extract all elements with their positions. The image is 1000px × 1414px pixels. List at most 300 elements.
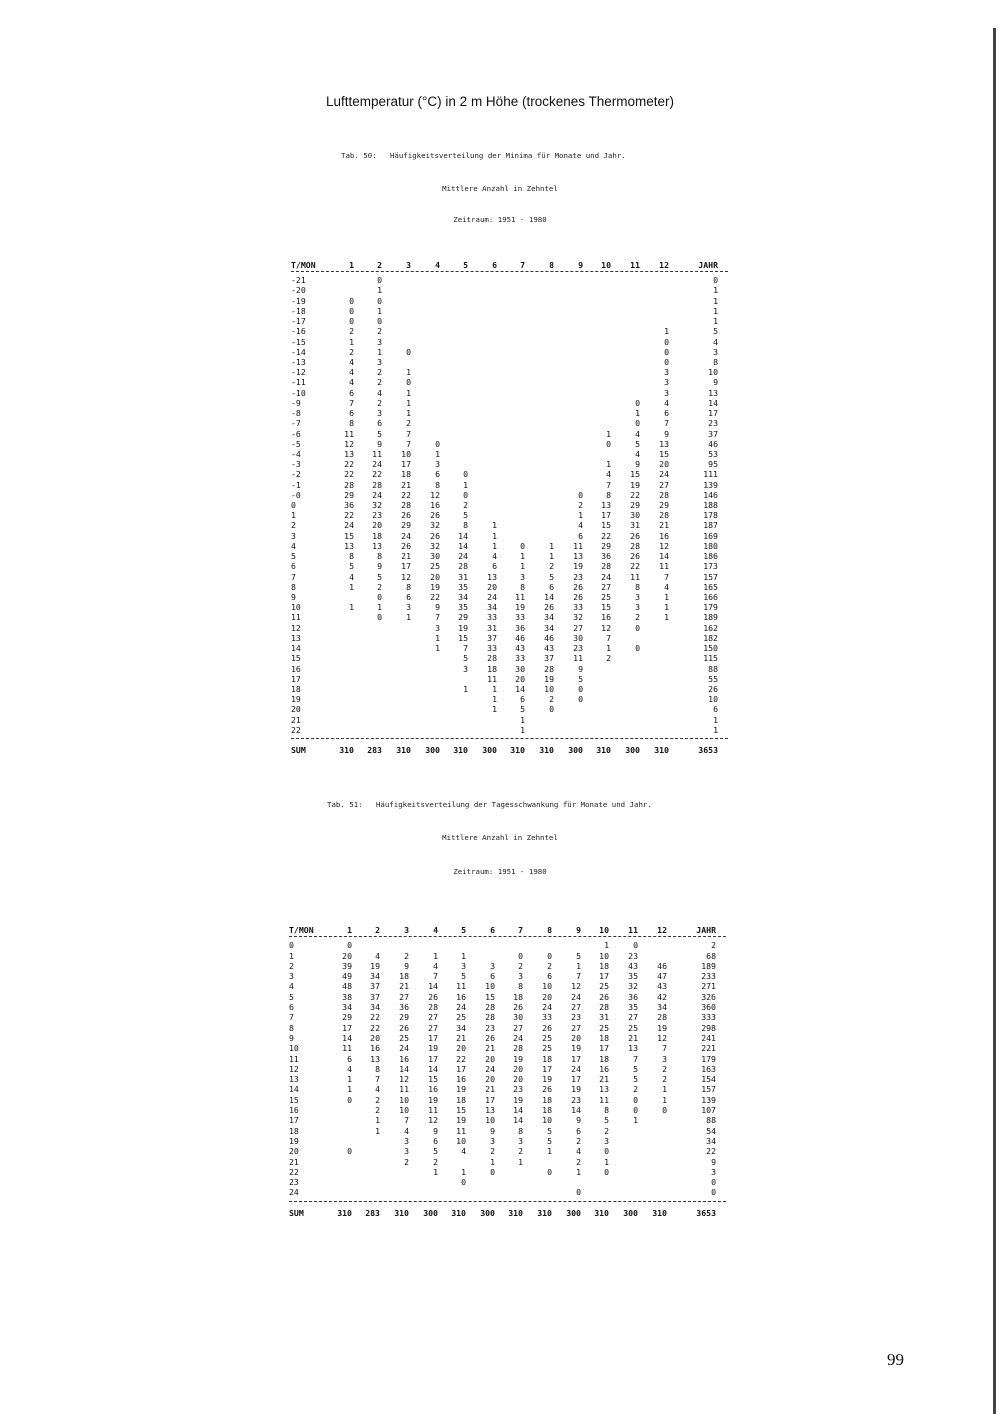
table-51-caption: Tab. 51: Häufigkeitsverteilung der Tagesschwankung für Monate und Jahr. [327,800,652,809]
table-cell: 3 [490,1135,495,1146]
table-cell: 189 [701,960,716,971]
table-row [291,275,728,285]
table-cell: 30 [430,551,440,562]
table-cell: 0 [435,438,440,449]
table-cell: 0 [347,940,352,951]
table-cell: 12 [571,981,581,992]
table-row [289,992,726,1002]
table-cell: 25 [599,981,609,992]
row-label: -11 [291,377,306,388]
table-cell: 146 [703,489,718,500]
table-cell: 2 [490,1146,495,1157]
table-cell: 16 [370,1043,380,1054]
table-cell: 37 [370,981,380,992]
table-cell: 1 [377,305,382,316]
table-cell: 1 [604,1156,609,1167]
table-cell: 0 [377,316,382,327]
table-cell: 8 [377,551,382,562]
table-row [291,541,728,551]
table-cell: 6 [349,387,354,398]
table-cell: 3 [635,592,640,602]
table-cell: 6 [347,1053,352,1064]
table-row [291,500,728,510]
table-50-subtitle: Mittlere Anzahl in Zehntel [442,184,558,193]
table-cell: 9 [433,1125,438,1136]
table-cell: 24 [372,489,382,500]
table-cell: 15 [485,991,495,1002]
table-cell: 6 [713,704,718,715]
table-cell: 33 [515,653,525,664]
table-cell: 115 [703,653,718,664]
table-row [291,429,728,439]
table-cell: 0 [664,346,669,357]
table-cell: 0 [635,397,640,408]
table-row [289,1084,726,1094]
table-cell: 24 [458,551,468,562]
table-cell: 3653 [696,1207,716,1218]
row-label: 20 [291,704,301,715]
table-cell: 1 [492,683,497,694]
table-cell: 12 [399,1074,409,1085]
table-cell: 1 [662,1084,667,1095]
table-cell: 18 [542,1105,552,1116]
table-cell: 27 [428,1022,438,1033]
table-cell: 5 [604,1115,609,1126]
table-cell: 310 [508,1207,523,1218]
table-cell: 2 [406,418,411,429]
table-cell: 36 [515,622,525,633]
table-cell: 1 [662,1094,667,1105]
table-cell: 0 [713,275,718,286]
table-cell: 8 [606,489,611,500]
table-cell: 3 [406,602,411,613]
table-cell: 13 [485,1105,495,1116]
table-cell: 43 [628,960,638,971]
row-label: -3 [291,459,301,470]
table-cell: 19 [428,1094,438,1105]
table-cell: 27 [601,581,611,592]
table-cell: 3 [377,356,382,367]
table-cell: 22 [401,489,411,500]
table-cell: 2 [606,653,611,664]
table-cell: 39 [342,960,352,971]
row-label: 4 [291,540,296,551]
table-cell: 18 [599,1032,609,1043]
table-cell: 3 [406,260,411,270]
table-row [291,418,728,428]
row-label: -0 [291,489,301,500]
table-cell: 162 [703,622,718,633]
table-cell: 23 [485,1022,495,1033]
table-cell: 3653 [698,745,718,756]
table-cell: 1 [492,694,497,705]
table-cell: 22 [344,469,354,480]
table-row [291,531,728,541]
table-cell: 26 [401,510,411,521]
table-cell: 4 [492,551,497,562]
table-cell: 28 [599,1002,609,1013]
table-cell: 1 [576,1166,581,1177]
table-cell: 26 [428,991,438,1002]
table-cell: 2 [375,925,380,935]
table-cell: 7 [606,632,611,643]
table-row [291,357,728,367]
table-cell: 0 [664,336,669,347]
table-cell: 26 [542,1022,552,1033]
table-cell: 18 [599,1053,609,1064]
table-cell: 35 [458,602,468,613]
table-cell: 25 [542,1043,552,1054]
table-cell: 24 [487,592,497,602]
table-cell: 28 [544,663,554,674]
table-cell: 11 [659,561,669,572]
table-cell: 16 [659,530,669,541]
row-label: 16 [289,1105,299,1116]
table-cell: 166 [703,592,718,602]
table-cell: 19 [542,1074,552,1085]
table-cell: 157 [703,571,718,582]
table-cell: 154 [701,1074,716,1085]
table-cell: 139 [703,479,718,490]
table-cell: 13 [628,1043,638,1054]
row-label: 7 [291,571,296,582]
table-51-period: Zeitraum: 1951 - 1980 [453,867,547,876]
table-cell: 27 [659,479,669,490]
table-cell: 111 [703,469,718,480]
table-cell: 1 [347,1084,352,1095]
table-cell: 233 [701,971,716,982]
table-cell: 1 [520,561,525,572]
row-label: 9 [291,592,296,602]
table-cell: 157 [701,1084,716,1095]
table-cell: 10 [456,1135,466,1146]
table-row [289,1146,726,1156]
table-cell: 26 [630,551,640,562]
table-cell: 0 [549,704,554,715]
table-cell: 300 [566,1207,581,1218]
table-cell: 10 [599,950,609,961]
table-cell: 34 [370,1002,380,1013]
table-cell: 20 [430,571,440,582]
table-cell: 1 [606,643,611,654]
row-label: -1 [291,479,301,490]
table-cell: 1 [547,1146,552,1157]
table-cell: 26 [399,1022,409,1033]
table-cell: 5 [633,1063,638,1074]
table-cell: 4 [347,1063,352,1074]
table-row [289,1115,726,1125]
table-cell: 3 [518,971,523,982]
table-cell: 5 [349,561,354,572]
table-cell: 37 [544,653,554,664]
table-cell: 300 [568,745,583,756]
table-cell: 3 [404,925,409,935]
table-cell: 8 [518,1125,523,1136]
table-cell: 300 [625,745,640,756]
table-cell: 18 [399,971,409,982]
table-cell: 18 [487,663,497,674]
table-cell: 23 [573,643,583,654]
table-cell: 28 [485,1012,495,1023]
table-cell: 9 [377,561,382,572]
table-cell: 35 [628,971,638,982]
table-cell: 13 [659,438,669,449]
table-cell: 12 [659,540,669,551]
table-cell: 95 [708,459,718,470]
table-cell: 23 [571,1094,581,1105]
table-cell: 10 [599,925,609,935]
table-cell: 1 [520,724,525,735]
table-cell: 31 [458,571,468,582]
table-row [291,551,728,561]
table-cell: 17 [456,1063,466,1074]
table-cell: 1 [713,316,718,327]
table-cell: 0 [578,694,583,705]
table-cell: 2 [377,367,382,378]
table-cell: 310 [537,1207,552,1218]
table-cell: 14 [515,683,525,694]
table-cell: 271 [701,981,716,992]
table-cell: 27 [628,1012,638,1023]
table-cell: 4 [578,520,583,531]
table-cell: 28 [601,561,611,572]
table-cell: 17 [599,971,609,982]
table-cell: 24 [456,1002,466,1013]
table-cell: 1 [492,704,497,715]
table-row [291,561,728,571]
table-50-period: Zeitraum: 1951 - 1980 [453,215,547,224]
row-label: -16 [291,326,306,337]
table-cell: 4 [404,1125,409,1136]
table-row [289,940,726,950]
table-row [291,480,728,490]
table-cell: 310 [394,1207,409,1218]
table-cell: 43 [515,643,525,654]
row-label: 21 [291,714,301,725]
table-cell: 5 [578,673,583,684]
table-cell: 3 [404,1146,409,1157]
table-cell: 9 [635,459,640,470]
table-cell: 12 [430,489,440,500]
row-label: T/MON [291,260,316,270]
table-cell: 10 [401,448,411,459]
row-label: 6 [291,561,296,572]
table-cell: 25 [599,1022,609,1033]
row-label: -9 [291,397,301,408]
table-cell: 34 [544,622,554,633]
table-cell: 34 [706,1135,716,1146]
table-cell: 9 [713,377,718,388]
header-divider [289,936,726,937]
table-cell: 10 [708,367,718,378]
table-cell: 8 [549,260,554,270]
table-cell: 13 [372,540,382,551]
table-cell: 18 [599,960,609,971]
table-cell: 3 [461,960,466,971]
table-cell: 28 [401,500,411,511]
table-cell: 2 [576,1156,581,1167]
row-label: 0 [289,940,294,951]
table-cell: 107 [701,1105,716,1116]
table-cell: 29 [344,489,354,500]
row-label: -2 [291,469,301,480]
table-row [291,715,728,725]
table-cell: 7 [518,925,523,935]
table-cell: 6 [492,561,497,572]
table-row [291,439,728,449]
table-cell: 2 [635,612,640,623]
table-cell: 0 [463,489,468,500]
table-cell: 1 [578,510,583,521]
table-cell: 30 [573,632,583,643]
table-cell: 19 [571,1084,581,1095]
table-cell: 6 [547,971,552,982]
table-cell: 12 [601,622,611,633]
table-cell: 88 [708,663,718,674]
table-cell: 6 [492,260,497,270]
page-number: 99 [887,1350,904,1369]
table-cell: 10 [399,1105,409,1116]
table-cell: 1 [461,950,466,961]
table-cell: 49 [342,971,352,982]
table-cell: 0 [662,1105,667,1116]
table-cell: 33 [515,612,525,623]
table-row [289,1177,726,1187]
table-cell: 1 [492,520,497,531]
table-cell: 1 [435,448,440,459]
row-label: 8 [289,1022,294,1033]
row-label: 15 [289,1094,299,1105]
table-row [289,1095,726,1105]
table-cell: 20 [542,991,552,1002]
table-cell: 1 [664,612,669,623]
table-cell: 18 [542,1053,552,1064]
table-cell: 10 [485,1115,495,1126]
table-cell: 26 [401,540,411,551]
table-cell: 14 [399,1063,409,1074]
table-cell: 8 [604,1105,609,1116]
table-cell: 53 [708,448,718,459]
table-cell: 20 [370,1032,380,1043]
table-cell: 19 [573,561,583,572]
table-cell: 16 [599,1063,609,1074]
table-cell: 16 [601,612,611,623]
table-cell: 310 [539,745,554,756]
table-cell: 26 [430,530,440,541]
row-label: 19 [291,694,301,705]
table-row [289,981,726,991]
table-row [289,1033,726,1043]
table-row [291,408,728,418]
table-cell: 0 [635,622,640,633]
table-cell: 37 [370,991,380,1002]
table-cell: 18 [456,1094,466,1105]
table-cell: 22 [344,510,354,521]
table-cell: 8 [349,418,354,429]
row-label: 6 [289,1002,294,1013]
table-cell: 22 [372,469,382,480]
table-cell: 9 [576,1115,581,1126]
table-cell: 1 [549,540,554,551]
row-label: 20 [289,1146,299,1157]
table-cell: 27 [573,622,583,633]
table-cell: 11 [515,592,525,602]
table-cell: 15 [458,632,468,643]
table-cell: 0 [349,295,354,306]
table-cell: 1 [549,551,554,562]
table-cell: 300 [482,745,497,756]
table-cell: 283 [367,745,382,756]
table-cell: 14 [458,540,468,551]
table-cell: 46 [544,632,554,643]
table-cell: 21 [628,1032,638,1043]
table-cell: 5 [635,438,640,449]
table-cell: 5 [461,971,466,982]
table-cell: 139 [701,1094,716,1105]
table-cell: 28 [657,1012,667,1023]
table-cell: 26 [542,1084,552,1095]
table-cell: 12 [657,925,667,935]
table-cell: 10 [542,981,552,992]
table-cell: 36 [601,551,611,562]
table-cell: 15 [659,448,669,459]
table-row [289,971,726,981]
table-cell: 5 [377,428,382,439]
table-cell: 188 [703,500,718,511]
table-cell: 326 [701,991,716,1002]
table-row [289,1054,726,1064]
table-cell: 6 [576,1125,581,1136]
table-row [291,704,728,714]
table-row [291,388,728,398]
table-cell: 3 [664,387,669,398]
table-row [291,623,728,633]
table-cell: 4 [375,1084,380,1095]
table-row [289,1074,726,1084]
row-label: 21 [289,1156,299,1167]
table-cell: 0 [606,438,611,449]
table-cell: 3 [604,1135,609,1146]
table-cell: 36 [628,991,638,1002]
row-label: 4 [289,981,294,992]
table-cell: 23 [513,1084,523,1095]
table-cell: 1 [433,950,438,961]
table-row [291,684,728,694]
table-cell: 19 [370,960,380,971]
table-cell: 5 [633,1074,638,1085]
row-label: 12 [291,622,301,633]
table-cell: 11 [599,1094,609,1105]
row-label: 3 [289,971,294,982]
row-label: 14 [291,643,301,654]
table-cell: 11 [344,428,354,439]
table-cell: 10 [485,981,495,992]
table-cell: 1 [406,408,411,419]
table-cell: 7 [633,1053,638,1064]
table-row [291,643,728,653]
table-cell: 11 [456,1125,466,1136]
table-cell: 34 [487,602,497,613]
row-label: 19 [289,1135,299,1146]
table-cell: 28 [458,561,468,572]
table-cell: 7 [664,571,669,582]
table-cell: 27 [399,991,409,1002]
table-cell: 1 [349,581,354,592]
table-cell: 68 [706,950,716,961]
table-cell: 18 [542,1094,552,1105]
row-label: 24 [289,1187,299,1198]
table-row [291,377,728,387]
